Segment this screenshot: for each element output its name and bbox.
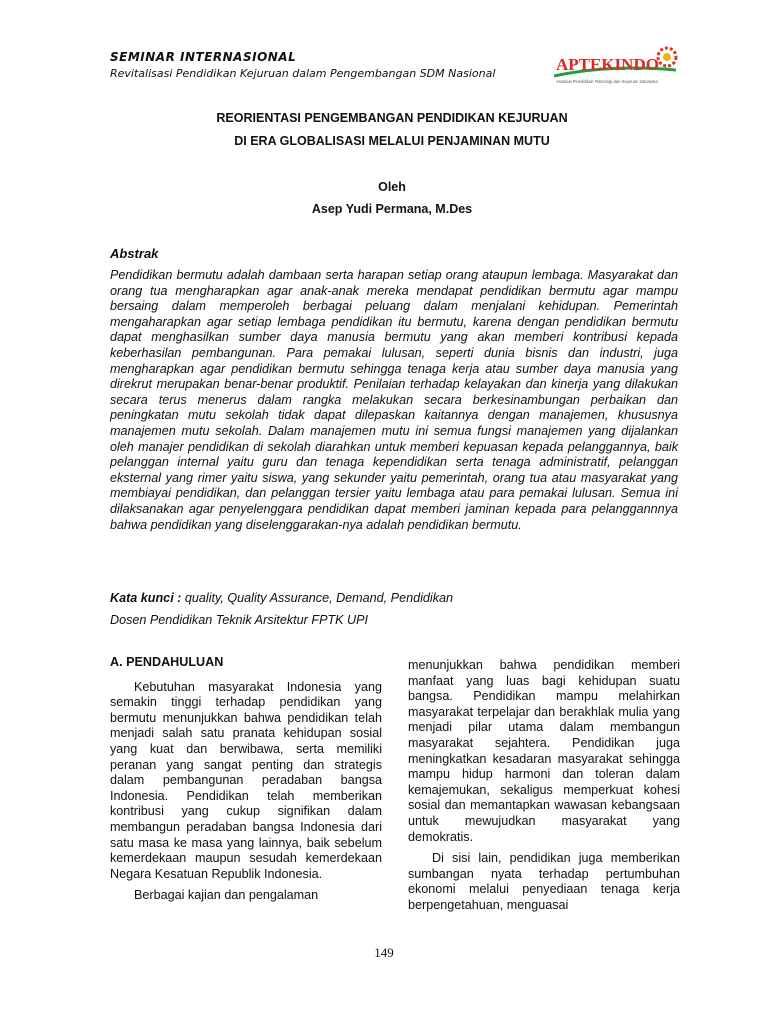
paper-title-line-1: REORIENTASI PENGEMBANGAN PENDIDIKAN KEJURUAN <box>216 111 568 125</box>
paragraph: Kebutuhan masyarakat Indonesia yang semakin tinggi terhadap pendidikan yang bermutu menunjukkan bahwa pendidikan telah menjadi salah satu pranata kehidupan sosial yang kuat dan berwibawa, serta memiliki peranan yang sangat penting dan strategis dalam pembangunan peradaban bangsa Indonesia. Pendidikan telah memberikan kontribusi yang cukup signifikan dalam membangun peradaban bangsa Indonesia dari satu masa ke masa yang lainnya, baik sebelum kemerdekaan maupun sesudah kemerdekaan Negara Kesatuan Republik Indonesia. <box>110 679 382 881</box>
seminar-title: SEMINAR INTERNASIONAL <box>110 50 297 64</box>
abstract-heading: Abstrak <box>110 246 159 261</box>
keywords-label: Kata kunci : <box>110 591 182 605</box>
paragraph: menunjukkan bahwa pendidikan memberi manfaat yang luas bagi kehidupan suatu bangsa. Pendidikan mampu melahirkan masyarakat terpelajar dan berakhlak mulia yang menjadi pilar utama dalam membangun masyarakat sejahtera. Pendidikan juga meningkatkan kesadaran masyarakat sehingga mampu hidup harmoni dan toleran dalam kemajemukan, sekaligus memperkuat kohesi sosial dan memantapkan wawasan kebangsaan untuk mewujudkan masyarakat yang demokratis. <box>408 658 680 844</box>
author-affiliation: Dosen Pendidikan Teknik Arsitektur FPTK UPI <box>110 613 369 627</box>
column-left <box>110 655 382 910</box>
byline-oleh: Oleh <box>378 180 406 194</box>
paragraph: Di sisi lain, pendidikan juga memberikan sumbangan nyata terhadap pertumbuhan ekonomi melalui penyediaan tenaga kerja berpengetahuan, menguasai <box>408 851 680 912</box>
paragraph: Berbagai kajian dan pengalaman <box>134 888 319 903</box>
keywords <box>110 591 678 605</box>
logo-wordmark: APTEKINDO <box>556 55 659 74</box>
seminar-subtitle: Revitalisasi Pendidikan Kejuruan dalam Pengembangan SDM Nasional <box>110 67 496 80</box>
abstract-body: Pendidikan bermutu adalah dambaan serta harapan setiap orang ataupun lembaga. Masyarakat dan orang tua mengharapkan agar anak-anak mereka mendapat pendidikan bermutu agar mampu bersaing dalam memperoleh berbagai peluang dalam menjalani kehidupan. Pemerintah mengaharapkan agar setiap lembaga pendidikan itu bermutu, karena dengan pendidikan bermutu dapat menghasilkan sumber daya manusia bermutu yang akan memberi kontribusi kepada keberhasilan pembangunan. Para pemakai lulusan, seperti dunia bisnis dan industri, juga mengharapkan agar pendidikan bermutu sehingga tenaga kerja atau sumber daya manusia yang direkrut merupakan benar-benar produktif. Penilaian terhadap kelayakan dan kinerja yang dilakukan secara terus menerus dalam rangka melakukan secara berkesinambungan perbaikan dan peningkatan mutu sekolah tidak dapat dilepaskan kaitannya dengan manajemen, khususnya manajemen mutu sekolah. Dalam manajemen mutu ini semua fungsi manajemen yang dijalankan oleh manajer pendidikan di sekolah diarahkan untuk memberi kepuasan kepada pelanggannya, baik pelanggan internal yaitu guru dan tenaga kependidikan serta tenaga administratif, pelanggan eksternal yang rimer yaitu siswa, yang sekunder yaitu pemerintah, orang tua atau masyarakat yang membiayai pendidikan, dan pelanggan tersier yaitu lembaga atau para pemakai lulusan. Semua ini dilaksanakan agar penyelenggara pendidikan dapat memberi jaminan kepada para pelanggannnya bahwa pendidikan yang diselenggarakan-nya adalah pendidikan bermutu. <box>110 268 678 532</box>
keywords-value: quality, Quality Assurance, Demand, Pendidikan <box>181 591 453 605</box>
section-heading-pendahuluan: A. PENDAHULUAN <box>110 655 224 669</box>
author-name: Asep Yudi Permana, M.Des <box>311 202 473 216</box>
page-number: 149 <box>374 945 394 960</box>
aptekindo-logo <box>550 46 680 86</box>
column-right <box>408 658 680 920</box>
logo-tagline: Asosiasi Pendidikan Teknologi dan Kejuruan Indonesia <box>556 79 658 84</box>
paper-title-line-2: DI ERA GLOBALISASI MELALUI PENJAMINAN MUTU <box>234 134 550 148</box>
aptekindo-logo-icon <box>550 46 680 86</box>
